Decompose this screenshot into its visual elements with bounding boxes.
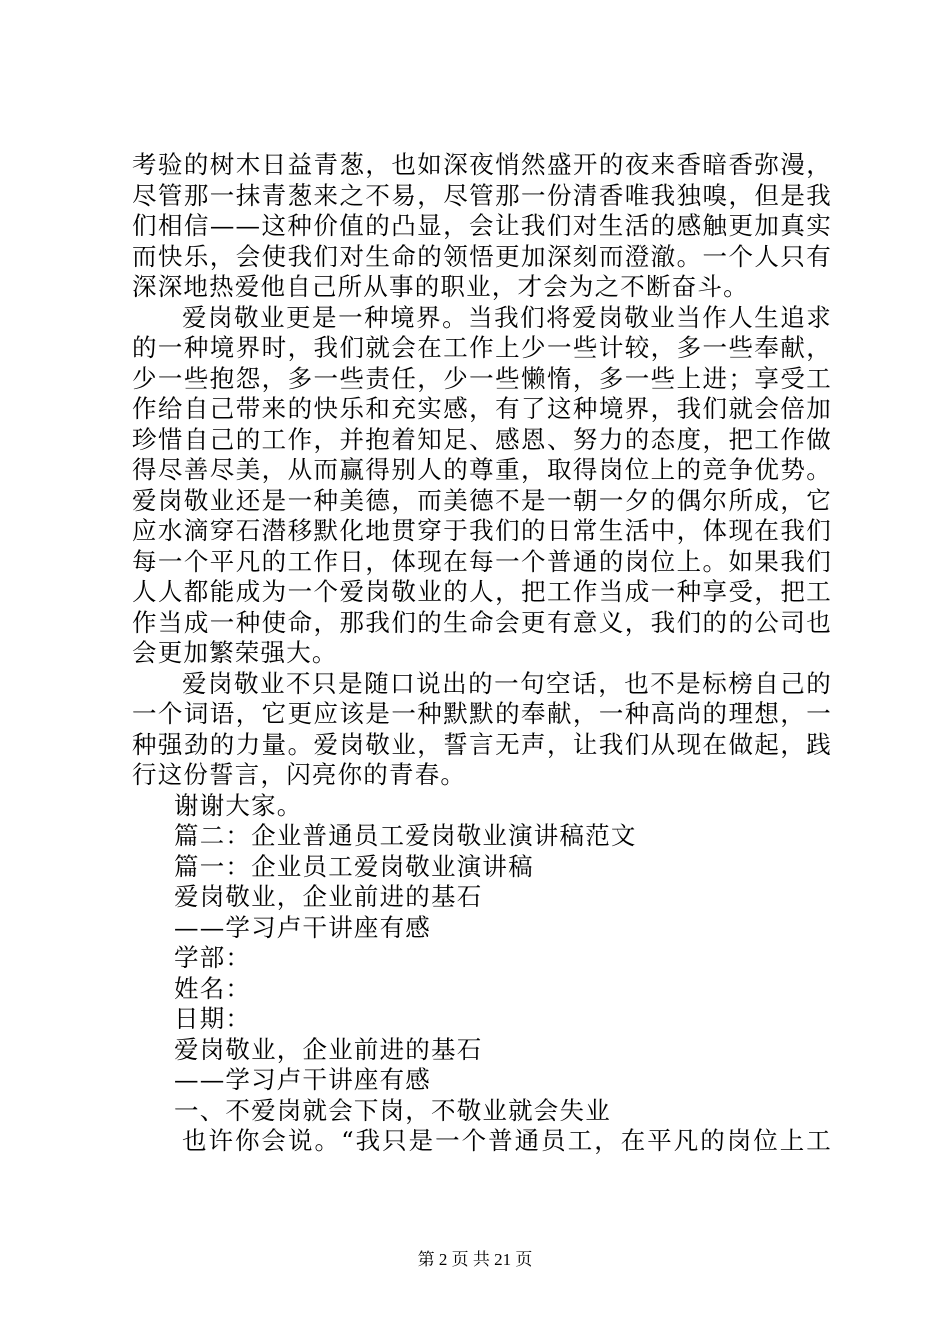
section-heading: 篇一：企业员工爱岗敬业演讲稿 [174,851,534,881]
text-line: 尽管那一抹青葱来之不易，尽管那一份清香唯我独嗅，但是我 [132,180,832,210]
text-line: 种强劲的力量。爱岗敬业，誓言无声，让我们从现在做起，践 [132,729,832,759]
closing-line: 谢谢大家。 [174,790,303,820]
text-line: 深深地热爱他自己所从事的职业，才会为之不断奋斗。 [132,272,749,301]
text-line: 考验的树木日益青葱，也如深夜悄然盛开的夜来香暗香弥漫， [132,150,832,179]
page-number: 第 2 页 共 21 页 [417,1250,533,1269]
paragraph-start: 爱岗敬业更是一种境界。当我们将爱岗敬业当作人生追求 [182,302,832,332]
text-line: 一个词语，它更应该是一种默默的奉献，一种高尚的理想，一 [132,699,832,728]
text-line: 会更加繁荣强大。 [132,638,338,667]
text-line: 每一个平凡的工作日，体现在每一个普通的岗位上。如果我们 [132,546,832,576]
body-text [132,150,832,1157]
text-line: 行这份誓言，闪亮你的青春。 [132,760,467,789]
text-line: 得尽善尽美，从而赢得别人的尊重，取得岗位上的竞争优势。 [132,455,832,484]
section-heading: 一、不爱岗就会下岗，不敬业就会失业 [174,1095,611,1125]
text-line: 爱岗敬业还是一种美德，而美德不是一朝一夕的偶尔所成，它 [132,485,832,515]
text-line: 珍惜自己的工作，并抱着知足、感恩、努力的态度，把工作做 [132,424,832,454]
section-heading: 篇二：企业普通员工爱岗敬业演讲稿范文 [174,821,637,850]
text-line: 的一种境界时，我们就会在工作上少一些计较，多一些奉献， [132,333,832,362]
text-line: 而快乐，会使我们对生命的领悟更加深刻而澄澈。一个人只有 [132,241,832,271]
article-title: 爱岗敬业，企业前进的基石 [174,882,483,911]
name-field: 姓名： [174,973,252,1003]
text-line: 们相信——这种价值的凸显，会让我们对生活的感触更加真实 [132,211,832,240]
text-line: 作给自己带来的快乐和充实感，有了这种境界，我们就会倍加 [132,394,832,423]
article-subtitle: ——学习卢干讲座有感 [174,912,431,942]
article-subtitle: ——学习卢干讲座有感 [174,1065,431,1094]
paragraph-start: 爱岗敬业不只是随口说出的一句空话，也不是标榜自己的 [182,668,832,698]
paragraph-start: 也许你会说。“我只是一个普通员工，在平凡的岗位上工 [182,1126,832,1155]
text-line: 应水滴穿石潜移默化地贯穿于我们的日常生活中，体现在我们 [132,516,832,545]
text-line: 作当成一种使命，那我们的生命会更有意义，我们的的公司也 [132,607,832,637]
department-field: 学部： [174,943,252,972]
date-field: 日期： [174,1004,252,1033]
text-line: 少一些抱怨，多一些责任，少一些懒惰，多一些上进；享受工 [132,363,832,393]
text-line: 人人都能成为一个爱岗敬业的人，把工作当成一种享受，把工 [132,577,832,606]
article-title: 爱岗敬业，企业前进的基石 [174,1034,483,1064]
